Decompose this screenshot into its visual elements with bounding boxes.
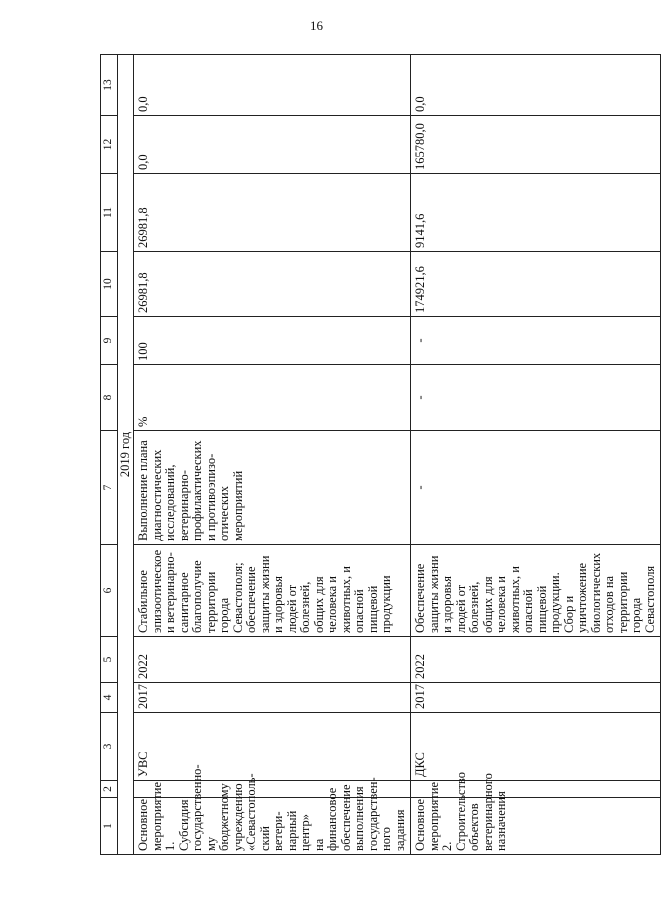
col-number-1: 1 bbox=[101, 798, 118, 855]
col-number-5: 5 bbox=[101, 637, 118, 683]
cell-col-2 bbox=[411, 781, 661, 798]
col-number-8: 8 bbox=[101, 365, 118, 431]
amount-col-12: 165780,0 bbox=[411, 116, 661, 174]
year-row bbox=[117, 55, 134, 855]
total-amount: 174921,6 bbox=[411, 252, 661, 317]
col-number-10: 10 bbox=[101, 252, 118, 317]
target-value: 100 bbox=[134, 317, 411, 365]
amount-col-11: 9141,6 bbox=[411, 174, 661, 252]
expected-result: Стабильное эпизоотическое и ветеринарно-санитарное благополучие территории города Севастополя; обеспечение защиты жизни и здоровья людей от болезней, общих для человека и животных, и опасной пищевой продукции bbox=[134, 545, 411, 637]
end-year: 2022 bbox=[411, 637, 661, 683]
col-number-7: 7 bbox=[101, 431, 118, 545]
year-label: 2019 год bbox=[117, 55, 134, 855]
indicator: - bbox=[411, 431, 661, 545]
total-amount: 26981,8 bbox=[134, 252, 411, 317]
col-number-3: 3 bbox=[101, 713, 118, 781]
unit: - bbox=[411, 365, 661, 431]
end-year: 2022 bbox=[134, 637, 411, 683]
activity-name: Основное мероприятие 1. Субсидия государственно-му бюджетному учреждению «Севастополь-ский ветери-нарный центр» на финансовое обеспечение выполнения государствен-ного задания bbox=[134, 798, 411, 855]
col-number-13: 13 bbox=[101, 55, 118, 116]
page-number: 16 bbox=[310, 18, 323, 33]
expected-result: Обеспечение защиты жизни и здоровья людей от болезней, общих для человека и животных, и опасной пищевой продукции. Сбор и уничтожение биологических отходов на территории города Севастополя bbox=[411, 545, 661, 637]
activities-table bbox=[100, 54, 661, 855]
amount-col-13: 0,0 bbox=[134, 55, 411, 116]
target-value: - bbox=[411, 317, 661, 365]
column-number-row bbox=[101, 55, 118, 855]
amount-col-13: 0,0 bbox=[411, 55, 661, 116]
start-year: 2017 bbox=[134, 683, 411, 713]
unit: % bbox=[134, 365, 411, 431]
table-row bbox=[411, 55, 661, 855]
executor: ДКС bbox=[411, 713, 661, 781]
table-row bbox=[134, 55, 411, 855]
col-number-12: 12 bbox=[101, 116, 118, 174]
col-number-9: 9 bbox=[101, 317, 118, 365]
col-number-11: 11 bbox=[101, 174, 118, 252]
amount-col-12: 0,0 bbox=[134, 116, 411, 174]
rotated-table-container bbox=[100, 55, 657, 855]
col-number-4: 4 bbox=[101, 683, 118, 713]
executor: УВС bbox=[134, 713, 411, 781]
start-year: 2017 bbox=[411, 683, 661, 713]
col-number-2: 2 bbox=[101, 781, 118, 798]
col-number-6: 6 bbox=[101, 545, 118, 637]
indicator: Выполнение плана диагностических исследований, ветеринарно-профилактических и противоэпизо-отических мероприятий bbox=[134, 431, 411, 545]
activity-name: Основное мероприятие 2. Строительство объектов ветеринарного назначения bbox=[411, 798, 661, 855]
amount-col-11: 26981,8 bbox=[134, 174, 411, 252]
